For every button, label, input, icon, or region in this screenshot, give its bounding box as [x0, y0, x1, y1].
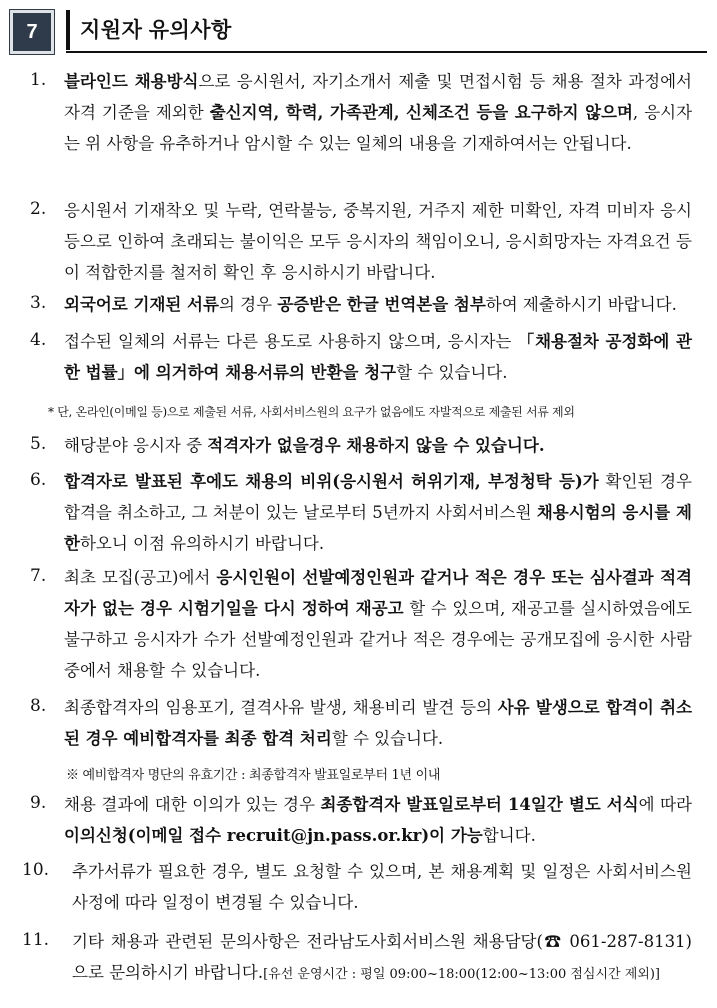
item-text-segment: 할 수 있습니다. [331, 729, 444, 748]
item-text [64, 692, 692, 754]
bold-text: 이의신청(이메일 접수 recruit@jn.pass.or.kr)이 가능 [64, 826, 483, 845]
bold-text: 적격자가 없을경우 채용하지 않을 수 있습니다. [207, 436, 545, 455]
bold-text: 합격자로 발표된 후에도 채용의 비위(응시원서 허위기재, 부정청탁 등)가 [64, 472, 599, 491]
bold-text: 「채용절차 공정화에 관한 법률」에 의거하여 채용서류의 반환을 청구 [64, 332, 692, 382]
bold-text: 채용시험의 응시를 제한 [64, 503, 692, 553]
note-text: ※ 예비합격자 명단의 유효기간 : 최종합격자 발표일로부터 1년 이내 [66, 768, 441, 783]
title-divider [66, 10, 70, 50]
bold-text: 응시인원이 선발예정인원과 같거나 적은 경우 또는 심사결과 적격자가 없는 경우 시험기일을 다시 정하여 재공고 [64, 568, 692, 618]
item-number: 7. [30, 566, 47, 586]
item-text [64, 66, 692, 159]
bold-text: 출신지역, 학력, 가족관계, 신체조건 등을 요구하지 않으며 [209, 103, 633, 122]
item-text-segment: 최종합격자의 임용포기, 결격사유 발생, 채용비리 발견 등의 [64, 698, 498, 717]
title-underline [66, 51, 707, 53]
item-number: 1. [30, 70, 47, 90]
item-text-segment: 의 경우 [218, 295, 278, 314]
bold-text: 최종합격자 발표일로부터 14일간 별도 서식 [320, 795, 639, 814]
item-text-segment: , 응시자는 위 사항을 유추하거나 암시할 수 있는 일체의 내용을 기재하여서는 안됩니다. [64, 103, 693, 153]
item-text [64, 562, 692, 686]
item-number: 6. [30, 470, 47, 490]
section-number-badge: 7 [10, 10, 54, 54]
item-number: 11. [22, 930, 50, 950]
item-text-segment: 에 따라 [638, 795, 692, 814]
item-text [64, 195, 692, 288]
item-text-segment: 응시원서 기재착오 및 누락, 연락불능, 중복지원, 거주지 제한 미확인, 자격 미비자 응시 등으로 인하여 초래되는 불이익은 모두 응시자의 책임이오니, 응시희망자는 자격요건 등이 적합한지를 철저히 확인 후 응시하시기 바랍니다. [64, 201, 692, 282]
item-text [64, 289, 692, 320]
item-text [72, 856, 692, 918]
item-text-segment: 채용 결과에 대한 이의가 있는 경우 [64, 795, 321, 814]
item-text-segment: [유선 운영시간 : 평일 09:00~18:00(12:00~13:00 점심시간 제외)] [263, 967, 660, 982]
item-number: 8. [30, 696, 47, 716]
item-text-segment: 으로 응시원서, 자기소개서 제출 및 면접시험 등 채용 절차 과정에서 자격 기준을 제외한 [64, 72, 692, 122]
item-text [64, 326, 692, 388]
item-text-segment: 하여 제출하시기 바랍니다. [485, 295, 677, 314]
item-text-segment: 합니다. [482, 826, 536, 845]
item-text-segment: 할 수 있습니다. [396, 363, 508, 382]
item-text-segment: 기타 채용과 관련된 문의사항은 전라남도사회서비스원 채용담당(☎ 061-287-8131)으로 문의하시기 바랍니다. [72, 932, 692, 982]
item-text [64, 466, 692, 559]
item-text [64, 430, 692, 461]
item-text [72, 926, 692, 990]
bold-text: 공증받은 한글 번역본을 첨부 [277, 295, 486, 314]
item-number: 9. [30, 793, 47, 813]
item-text [64, 789, 692, 851]
item-text-segment: 할 수 있으며, 재공고를 실시하였음에도 불구하고 응시자가 수가 선발예정인원과 같거나 적은 경우에는 공개모집에 응시한 사람 중에서 채용할 수 있습니다. [64, 599, 692, 680]
section-header [0, 0, 717, 56]
note-text: * 단, 온라인(이메일 등)으로 제출된 서류, 사회서비스원의 요구가 없음에도 자발적으로 제출된 서류 제외 [48, 405, 575, 419]
item-number: 2. [30, 199, 47, 219]
bold-text: 외국어로 기재된 서류 [64, 295, 219, 314]
item-text-segment: 접수된 일체의 서류는 다른 용도로 사용하지 않으며, 응시자는 [64, 332, 518, 351]
item-number: 5. [30, 434, 47, 454]
item-text-segment: 하오니 이점 유의하시기 바랍니다. [79, 534, 325, 553]
item-text-segment: 확인된 경우 합격을 취소하고, 그 처분이 있는 날로부터 5년까지 사회서비스원 [64, 472, 692, 522]
item-number: 4. [30, 330, 47, 350]
bold-text: 블라인드 채용방식 [64, 72, 199, 91]
section-title: 지원자 유의사항 [80, 19, 232, 42]
item-text-segment: 추가서류가 필요한 경우, 별도 요청할 수 있으며, 본 채용계획 및 일정은 사회서비스원 사정에 따라 일정이 변경될 수 있습니다. [72, 862, 692, 912]
item-text-segment: 최초 모집(공고)에서 [64, 568, 217, 587]
item-number: 10. [22, 860, 50, 880]
item-number: 3. [30, 293, 47, 313]
bold-text: 사유 발생으로 합격이 취소된 경우 예비합격자를 최종 합격 처리 [64, 698, 693, 748]
item-text-segment: 해당분야 응시자 중 [64, 436, 208, 455]
